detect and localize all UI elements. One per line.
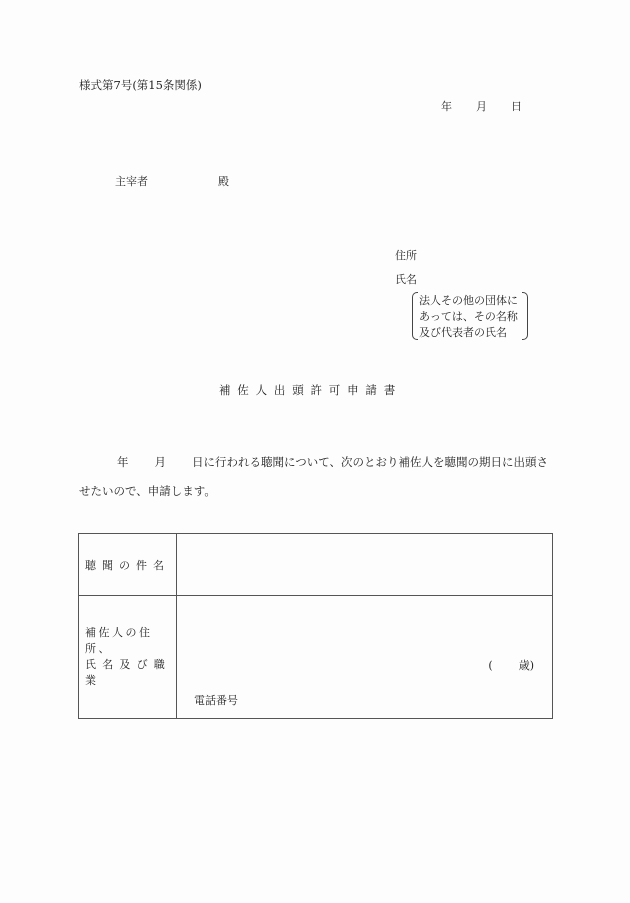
assistant-label-line-1: 補佐人の住所、 (85, 626, 153, 655)
detail-table (78, 533, 553, 719)
addressee (115, 176, 229, 187)
applicant-address-label: 住所 (395, 249, 417, 262)
hearing-subject-label: 聴聞の件名 (85, 558, 170, 572)
assistant-label-line-2: 氏名及び職業 (85, 658, 171, 687)
table-row-hearing-subject (79, 534, 553, 596)
date-line (441, 101, 522, 112)
phone-number-label: 電話番号 (194, 694, 238, 707)
date-month-label: 月 (476, 100, 487, 113)
corporate-note-line: 法人その他の団体に (419, 294, 518, 307)
age-label: 歳) (518, 659, 534, 672)
body-month-label: 月 (154, 455, 166, 469)
body-year-label: 年 (117, 455, 129, 469)
body-paragraph (79, 448, 554, 506)
hearing-subject-label-cell (79, 534, 177, 596)
addressee-title: 主宰者 (115, 175, 148, 188)
corporate-note (412, 292, 528, 340)
age-field[interactable] (488, 657, 534, 673)
hearing-subject-field[interactable] (177, 534, 553, 596)
date-year-label: 年 (441, 100, 452, 113)
date-day-label: 日 (511, 100, 522, 113)
assistant-info-field[interactable] (177, 596, 553, 719)
form-number: 様式第7号(第15条関係) (79, 78, 202, 92)
corporate-note-line: あっては、その名称 (419, 310, 518, 323)
applicant-name-label: 氏名 (395, 273, 417, 286)
bracket-right-icon (522, 292, 528, 340)
body-line-1-text: 日に行われる聴聞について、次のとおり補佐人を聴聞の期日に出頭さ (192, 455, 549, 469)
body-line-1 (79, 448, 554, 477)
assistant-label-cell (79, 596, 177, 719)
table-row-assistant (79, 596, 553, 719)
document-title: 補佐人出頭許可申請書 (219, 383, 402, 397)
addressee-honorific: 殿 (218, 175, 229, 188)
corporate-note-line: 及び代表者の氏名 (419, 326, 507, 339)
age-open-paren: ( (488, 659, 493, 672)
bracket-left-icon (412, 292, 418, 340)
body-line-2: せたいので、申請します。 (79, 484, 216, 498)
